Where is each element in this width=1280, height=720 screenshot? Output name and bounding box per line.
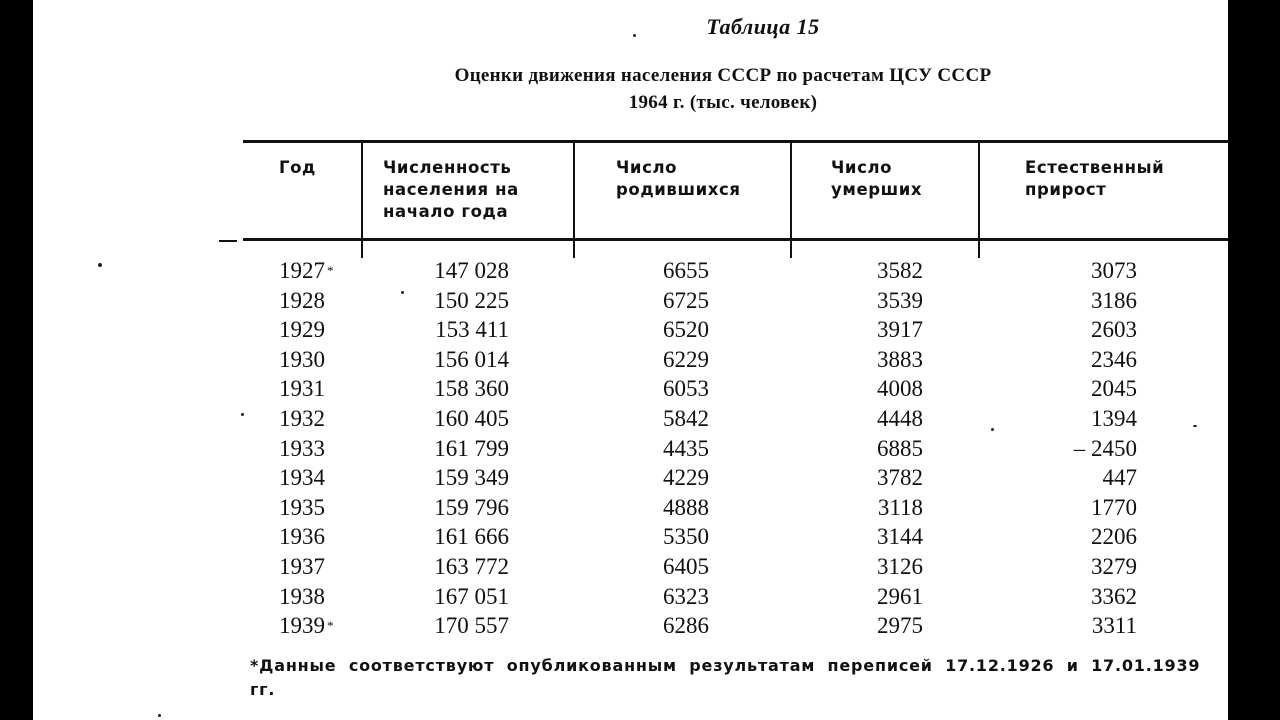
deaths-cell: 3917 <box>877 317 923 343</box>
population-cell: 150 225 <box>434 287 509 313</box>
year-cell: 1934 <box>279 465 325 491</box>
scan-speck <box>1193 425 1197 427</box>
scan-speck <box>158 714 161 717</box>
header-population: Численность населения на начало года <box>383 158 519 221</box>
year-cell: 1928 <box>279 287 325 313</box>
population-cell: 163 772 <box>434 554 509 579</box>
table-header-rule <box>243 238 1228 241</box>
table-top-rule <box>243 140 1228 143</box>
growth-cell: 2045 <box>1091 376 1137 402</box>
growth-cell: 3279 <box>1091 554 1137 579</box>
births-cell: 5350 <box>663 524 709 550</box>
table-row <box>33 552 1228 581</box>
population-cell: 158 360 <box>434 376 509 402</box>
deaths-cell: 6885 <box>877 435 923 461</box>
footnote-marker-wrap <box>327 611 334 646</box>
growth-cell: 447 <box>1102 465 1137 491</box>
year-cell: 1935 <box>279 494 325 520</box>
deaths-cell: 2975 <box>877 613 923 639</box>
header-births: Число родившихся <box>616 158 741 199</box>
births-cell: 6053 <box>663 376 709 402</box>
year-cell: 1936 <box>279 524 325 550</box>
title-line-1: Оценки движения населения СССР по расчетам ЦСУ СССР <box>454 65 992 86</box>
table-row <box>33 582 1228 611</box>
deaths-cell: 3582 <box>877 258 923 283</box>
year-cell: 1937 <box>279 554 325 579</box>
population-cell: 160 405 <box>434 406 509 431</box>
population-cell: 167 051 <box>434 583 509 609</box>
deaths-cell: 3782 <box>877 465 923 491</box>
growth-cell: 1394 <box>1091 406 1137 431</box>
deaths-cell: 3126 <box>877 554 923 579</box>
column-divider <box>361 140 363 258</box>
population-cell: 161 666 <box>434 524 509 550</box>
population-cell: 170 557 <box>434 613 509 639</box>
column-divider <box>573 140 575 258</box>
population-cell: 159 349 <box>434 465 509 491</box>
growth-cell: 2603 <box>1091 317 1137 343</box>
table-row <box>33 256 1228 285</box>
scan-speck <box>991 428 994 431</box>
deaths-cell: 3539 <box>877 287 923 313</box>
title-line-2: 1964 г. (тыс. человек) <box>628 92 818 113</box>
column-divider <box>978 140 980 258</box>
growth-cell: – 2450 <box>1073 435 1137 461</box>
deaths-cell: 4448 <box>877 406 923 431</box>
table-row <box>33 611 1228 640</box>
header-growth: Естественный прирост <box>1025 158 1165 199</box>
table-row <box>33 315 1228 344</box>
births-cell: 6655 <box>663 258 709 283</box>
year-cell: 1927 <box>279 258 325 283</box>
table-row <box>33 404 1228 433</box>
year-cell: 1933 <box>279 435 325 461</box>
births-cell: 6229 <box>663 346 709 372</box>
growth-cell: 2206 <box>1091 524 1137 550</box>
scan-speck <box>98 263 102 267</box>
growth-cell: 3186 <box>1091 287 1137 313</box>
growth-cell: 3362 <box>1091 583 1137 609</box>
population-cell: 161 799 <box>434 435 509 461</box>
births-cell: 4435 <box>663 435 709 461</box>
document-page <box>33 0 1228 720</box>
table-row <box>33 493 1228 522</box>
population-cell: 153 411 <box>435 317 509 343</box>
deaths-cell: 3144 <box>877 524 923 550</box>
population-cell: 156 014 <box>434 346 509 372</box>
table-row <box>33 463 1228 492</box>
births-cell: 6405 <box>663 554 709 579</box>
growth-cell: 2346 <box>1091 346 1137 372</box>
header-year: Год <box>279 158 316 177</box>
year-cell: 1938 <box>279 583 325 609</box>
births-cell: 5842 <box>663 406 709 431</box>
footnote-marker: * <box>327 618 334 634</box>
year-cell: 1929 <box>279 317 325 343</box>
table-title <box>413 62 1033 116</box>
margin-tick <box>219 240 237 242</box>
deaths-cell: 3118 <box>877 494 923 520</box>
scan-speck <box>633 34 636 37</box>
births-cell: 4229 <box>663 465 709 491</box>
table-row <box>33 345 1228 374</box>
year-cell: 1931 <box>279 376 325 402</box>
scan-speck <box>401 291 404 294</box>
births-cell: 6725 <box>663 287 709 313</box>
table-row <box>33 374 1228 403</box>
table-number: Таблица 15 <box>706 14 820 39</box>
deaths-cell: 3883 <box>877 346 923 372</box>
births-cell: 6520 <box>663 317 709 343</box>
footnote-marker: * <box>327 263 334 278</box>
footnote: *Данные соответствуют опубликованным результатам переписей 17.12.1926 и 17.01.1939 гг. <box>250 656 1201 699</box>
population-cell: 147 028 <box>434 258 509 283</box>
table-row <box>33 434 1228 463</box>
scan-speck <box>241 413 244 416</box>
deaths-cell: 4008 <box>877 376 923 402</box>
births-cell: 6286 <box>663 613 709 639</box>
table-row <box>33 286 1228 315</box>
year-cell: 1930 <box>279 346 325 372</box>
growth-cell: 3311 <box>1091 613 1137 639</box>
population-cell: 159 796 <box>434 494 509 520</box>
header-deaths: Число умерших <box>831 158 923 199</box>
deaths-cell: 2961 <box>877 583 923 609</box>
growth-cell: 1770 <box>1091 494 1137 520</box>
year-cell: 1939 <box>279 613 325 639</box>
year-cell: 1932 <box>279 406 325 431</box>
column-divider <box>790 140 792 258</box>
births-cell: 6323 <box>663 583 709 609</box>
growth-cell: 3073 <box>1091 258 1137 283</box>
table-row <box>33 522 1228 551</box>
births-cell: 4888 <box>663 494 709 520</box>
